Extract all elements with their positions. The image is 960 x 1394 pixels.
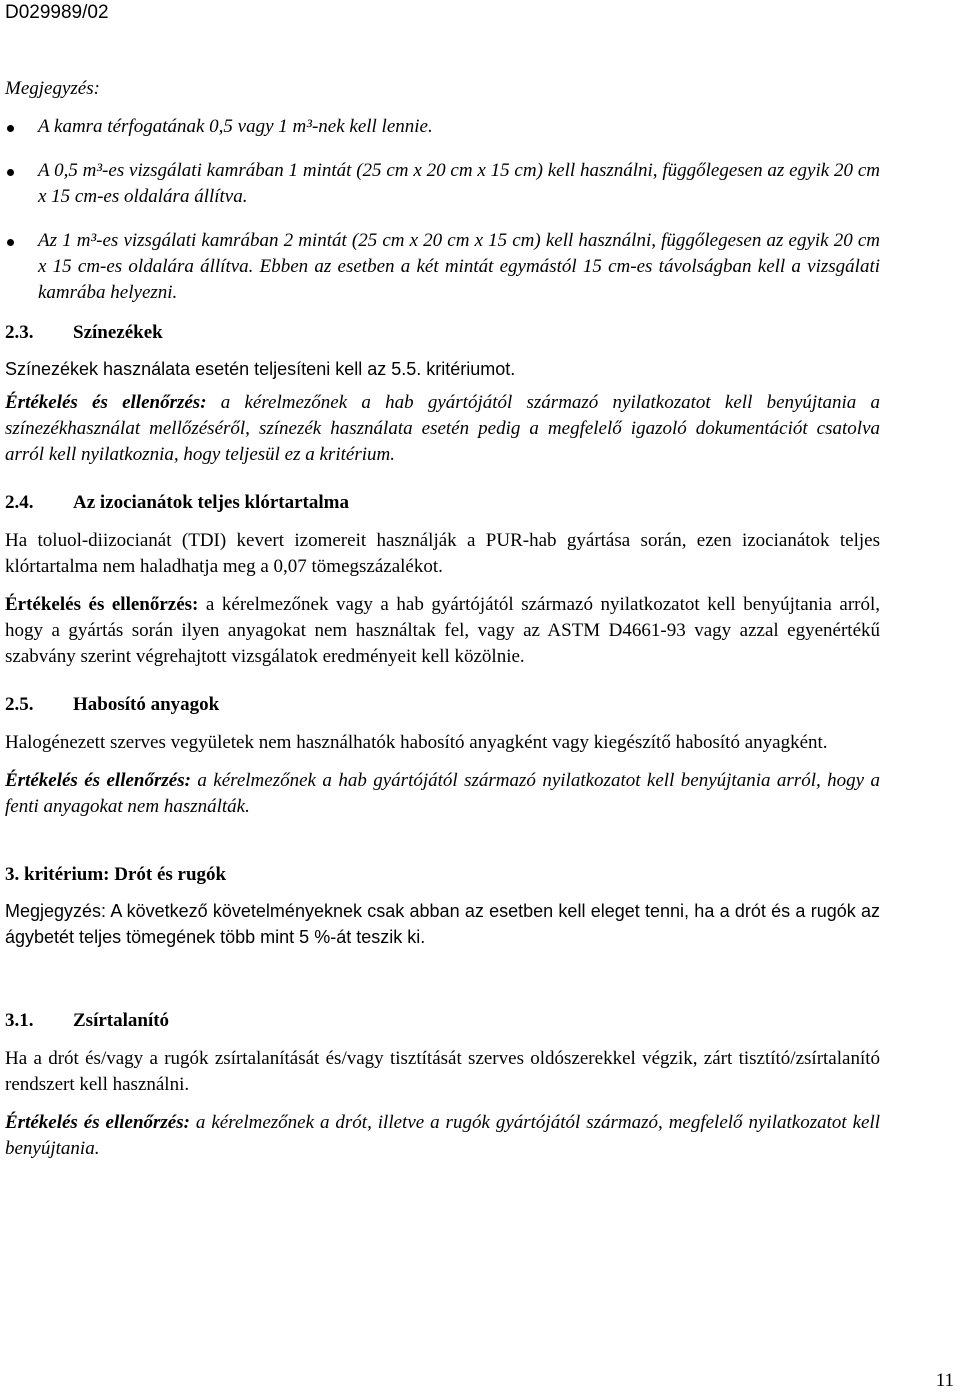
bullet-icon (7, 239, 14, 246)
section-heading-2-3 (5, 320, 880, 346)
evaluation-paragraph (5, 390, 880, 468)
evaluation-label: Értékelés és ellenőrzés: (5, 1112, 190, 1133)
evaluation-label: Értékelés és ellenőrzés: (5, 770, 191, 791)
document-body (5, 76, 880, 1162)
evaluation-label: Értékelés és ellenőrzés: (5, 392, 207, 413)
criterion-heading-3: 3. kritérium: Drót és rugók (5, 864, 227, 885)
section-number: 2.4. (5, 492, 34, 513)
evaluation-paragraph (5, 592, 880, 670)
list-item (5, 158, 880, 210)
evaluation-text: a kérelmezőnek a drót, illetve a rugók gyártójától származó, megfelelő nyilatkozatot kell benyújtania. (5, 1112, 881, 1159)
document-id: D029989/02 (5, 2, 109, 23)
evaluation-text: a kérelmezőnek a hab gyártójától származó nyilatkozatot kell benyújtania arról, hogy a fenti anyagokat nem használták. (5, 770, 881, 817)
section-heading-2-4 (5, 490, 880, 516)
note-list (5, 114, 880, 306)
bullet-icon (7, 169, 14, 176)
note-title: Megjegyzés: (5, 78, 100, 99)
section-text: Ha a drót és/vagy a rugók zsírtalanítását és/vagy tisztítását szerves oldószerekkel végzik, zárt tisztító/zsírtalanító rendszert kell használni. (5, 1048, 880, 1095)
section-heading-2-5 (5, 692, 880, 718)
list-item-text: A 0,5 m³-es vizsgálati kamrában 1 mintát (25 cm x 20 cm x 15 cm) kell használni, függőlegesen az egyik 20 cm x 15 cm-es oldalára állítva. (38, 160, 880, 207)
criterion-note: Megjegyzés: A következő követelményeknek csak abban az esetben kell eleget tenni, ha a drót és a rugók az ágybetét teljes tömegének több mint 5 %-át teszik ki. (5, 901, 880, 947)
list-item (5, 228, 880, 306)
section-title: Zsírtalanító (73, 1010, 170, 1031)
bullet-icon (7, 125, 14, 132)
section-title: Habosító anyagok (73, 694, 220, 715)
evaluation-text: a kérelmezőnek a hab gyártójától származó nyilatkozatot kell benyújtania a színezékhasználat mellőzéséről, színezék használata esetén pedig a megfelelő igazoló dokumentációt csatolva arról kell nyilatkoznia, hogy teljesül ez a kritérium. (5, 392, 880, 465)
evaluation-label: Értékelés és ellenőrzés: (5, 594, 199, 615)
section-text: Színezékek használata esetén teljesíteni kell az 5.5. kritériumot. (5, 359, 516, 379)
page-number: 11 (935, 1370, 954, 1391)
section-title: Színezékek (73, 322, 163, 343)
evaluation-text: a kérelmezőnek vagy a hab gyártójától származó nyilatkozatot kell benyújtania arról, hogy a gyártás során ilyen anyagokat nem használtak fel, vagy az ASTM D4661-93 vagy azzal egyenértékű szabvány szerint végrehajtott vizsgálatok eredményeit kell közölnie. (5, 594, 881, 667)
list-item-text: Az 1 m³-es vizsgálati kamrában 2 mintát (25 cm x 20 cm x 15 cm) kell használni, függőlegesen az egyik 20 cm x 15 cm-es oldalára állítva. Ebben az esetben a két mintát egymástól 15 cm-es távolságban kell a vizsgálati kamrába helyezni. (38, 230, 880, 303)
section-number: 2.3. (5, 322, 34, 343)
list-item-text: A kamra térfogatának 0,5 vagy 1 m³-nek kell lennie. (38, 116, 433, 137)
evaluation-paragraph (5, 768, 880, 820)
section-title: Az izocianátok teljes klórtartalma (73, 492, 349, 513)
section-text: Ha toluol-diizocianát (TDI) kevert izomereit használják a PUR-hab gyártása során, ezen izocianátok teljes klórtartalma nem haladhatja meg a 0,07 tömegszázalékot. (5, 530, 880, 577)
section-heading-3-1 (5, 1008, 880, 1034)
list-item (5, 114, 880, 140)
section-number: 2.5. (5, 694, 34, 715)
section-number: 3.1. (5, 1010, 34, 1031)
section-text: Halogénezett szerves vegyületek nem használhatók habosító anyagként vagy kiegészítő habosító anyagként. (5, 732, 828, 753)
evaluation-paragraph (5, 1110, 880, 1162)
